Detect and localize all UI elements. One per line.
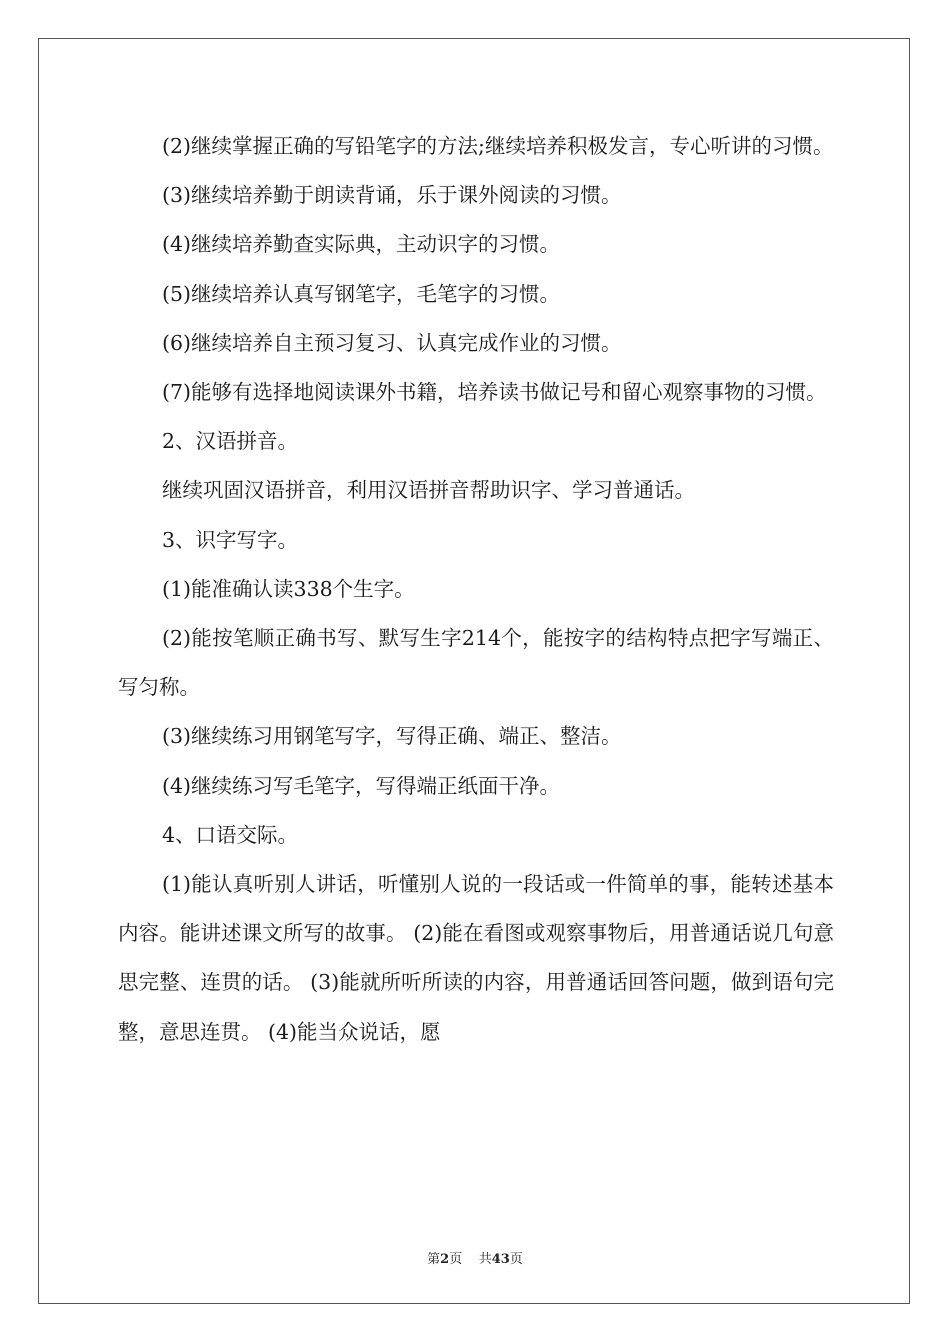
page-prefix: 第 <box>427 1252 441 1267</box>
paragraph-habit-2: (2)继续掌握正确的写铅笔字的方法;继续培养积极发言，专心听讲的习惯。 <box>162 134 834 158</box>
total-prefix: 共 <box>478 1252 492 1267</box>
total-suffix: 页 <box>509 1252 523 1267</box>
section-heading-pinyin: 2、汉语拼音。 <box>162 429 299 454</box>
document-body <box>118 122 834 1057</box>
paragraph-characters-4: (4)继续练习写毛笔字，写得端正纸面干净。 <box>162 773 561 798</box>
paragraph-characters-3: (3)继续练习用钢笔写字，写得正确、端正、整洁。 <box>162 724 622 749</box>
page-footer <box>0 1248 950 1267</box>
paragraph-characters-2: (2)能按笔顺正确书写、默写生字214个，能按字的结构特点把字写端正、写匀称。 <box>118 626 834 700</box>
page-suffix: 页 <box>449 1252 463 1267</box>
paragraph-habit-5: (5)继续培养认真写钢笔字，毛笔字的习惯。 <box>162 281 561 306</box>
paragraph-oral: (1)能认真听别人讲话，听懂别人说的一段话或一件简单的事，能转述基本内容。能讲述课文所写的故事。 (2)能在看图或观察事物后，用普通话说几句意思完整、连贯的话。 (3)能就所听所读的内容，用普通话回答问题，做到语句完整，意思连贯。 (4)能当众说话，愿 <box>118 872 834 1044</box>
paragraph-habit-3: (3)继续培养勤于朗读背诵，乐于课外阅读的习惯。 <box>162 183 622 208</box>
paragraph-habit-7: (7)能够有选择地阅读课外书籍，培养读书做记号和留心观察事物的习惯。 <box>162 380 827 405</box>
paragraph-habit-6: (6)继续培养自主预习复习、认真完成作业的习惯。 <box>162 330 622 355</box>
section-heading-characters: 3、识字写字。 <box>162 527 299 552</box>
page-number: 2 <box>440 1252 450 1267</box>
paragraph-characters-1: (1)能准确认读338个生字。 <box>162 576 415 601</box>
paragraph-pinyin: 继续巩固汉语拼音，利用汉语拼音帮助识字、学习普通话。 <box>162 478 695 503</box>
section-heading-oral: 4、口语交际。 <box>162 822 299 847</box>
paragraph-habit-4: (4)继续培养勤查实际典，主动识字的习惯。 <box>162 232 561 257</box>
total-pages: 43 <box>491 1252 510 1267</box>
